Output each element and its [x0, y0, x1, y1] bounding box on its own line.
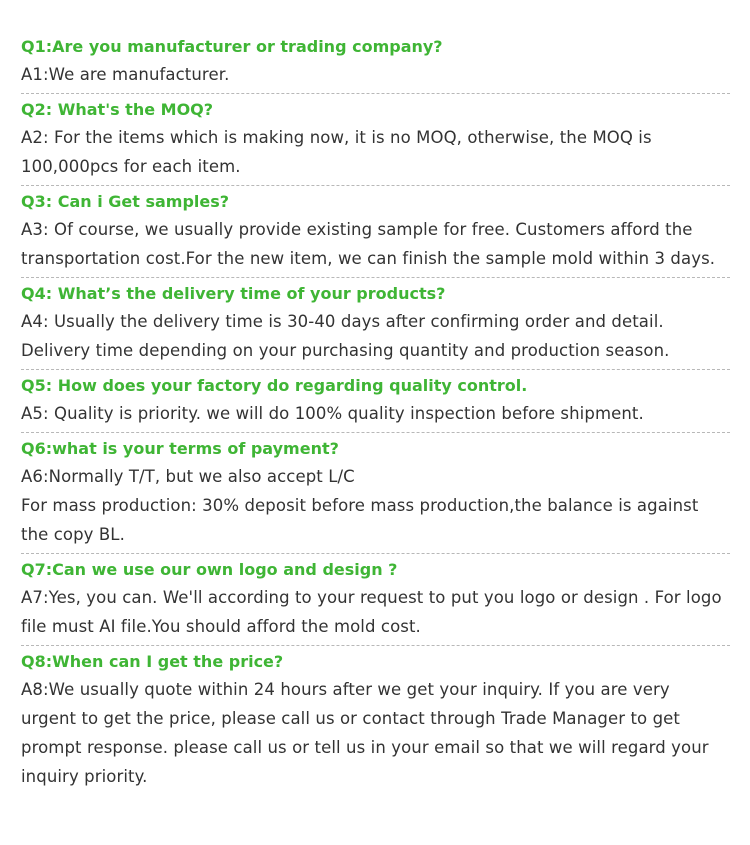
faq-answer-6-line-1: A6:Normally T/T, but we also accept L/C — [21, 467, 355, 486]
faq-item-2 — [21, 97, 730, 186]
faq-answer-8-line-1: A8:We usually quote within 24 hours after we get your inquiry. If you are very urgent to get the price, please call us or contact through Trade Manager to get prompt response. please call us or tell us in your email so that we will regard your inquiry priority. — [21, 680, 709, 786]
faq-question-7: Q7:Can we use our own logo and design ? — [21, 560, 398, 579]
faq-answer-5-line-1: A5: Quality is priority. we will do 100% quality inspection before shipment. — [21, 404, 644, 423]
faq-item-5 — [21, 373, 730, 433]
faq-answer-5 — [21, 399, 730, 428]
faq-answer-3 — [21, 215, 730, 273]
faq-item-1 — [21, 34, 730, 94]
faq-list — [21, 34, 730, 798]
faq-item-7 — [21, 557, 730, 646]
faq-answer-7 — [21, 583, 730, 641]
faq-question-5: Q5: How does your factory do regarding quality control. — [21, 376, 528, 395]
faq-answer-2 — [21, 123, 730, 181]
faq-answer-8 — [21, 675, 730, 791]
faq-question-6: Q6:what is your terms of payment? — [21, 439, 339, 458]
faq-answer-6-line-2: For mass production: 30% deposit before mass production,the balance is against the copy BL. — [21, 496, 699, 544]
faq-answer-1 — [21, 60, 730, 89]
faq-answer-4 — [21, 307, 730, 365]
faq-question-8: Q8:When can I get the price? — [21, 652, 284, 671]
faq-item-3 — [21, 189, 730, 278]
faq-item-6 — [21, 436, 730, 554]
faq-question-3: Q3: Can i Get samples? — [21, 192, 230, 211]
faq-answer-2-line-1: A2: For the items which is making now, it is no MOQ, otherwise, the MOQ is 100,000pcs for each item. — [21, 128, 652, 176]
faq-answer-4-line-1: A4: Usually the delivery time is 30-40 days after confirming order and detail. Delivery time depending on your purchasing quantity and production season. — [21, 312, 670, 360]
faq-answer-1-line-1: A1:We are manufacturer. — [21, 65, 230, 84]
faq-answer-7-line-1: A7:Yes, you can. We'll according to your request to put you logo or design . For logo file must AI file.You should afford the mold cost. — [21, 588, 722, 636]
faq-question-1: Q1:Are you manufacturer or trading company? — [21, 37, 443, 56]
faq-answer-6 — [21, 462, 730, 549]
faq-question-2: Q2: What's the MOQ? — [21, 100, 214, 119]
faq-item-4 — [21, 281, 730, 370]
faq-item-8 — [21, 649, 730, 795]
faq-answer-3-line-1: A3: Of course, we usually provide existing sample for free. Customers afford the transportation cost.For the new item, we can finish the sample mold within 3 days. — [21, 220, 716, 268]
faq-question-4: Q4: What’s the delivery time of your products? — [21, 284, 446, 303]
